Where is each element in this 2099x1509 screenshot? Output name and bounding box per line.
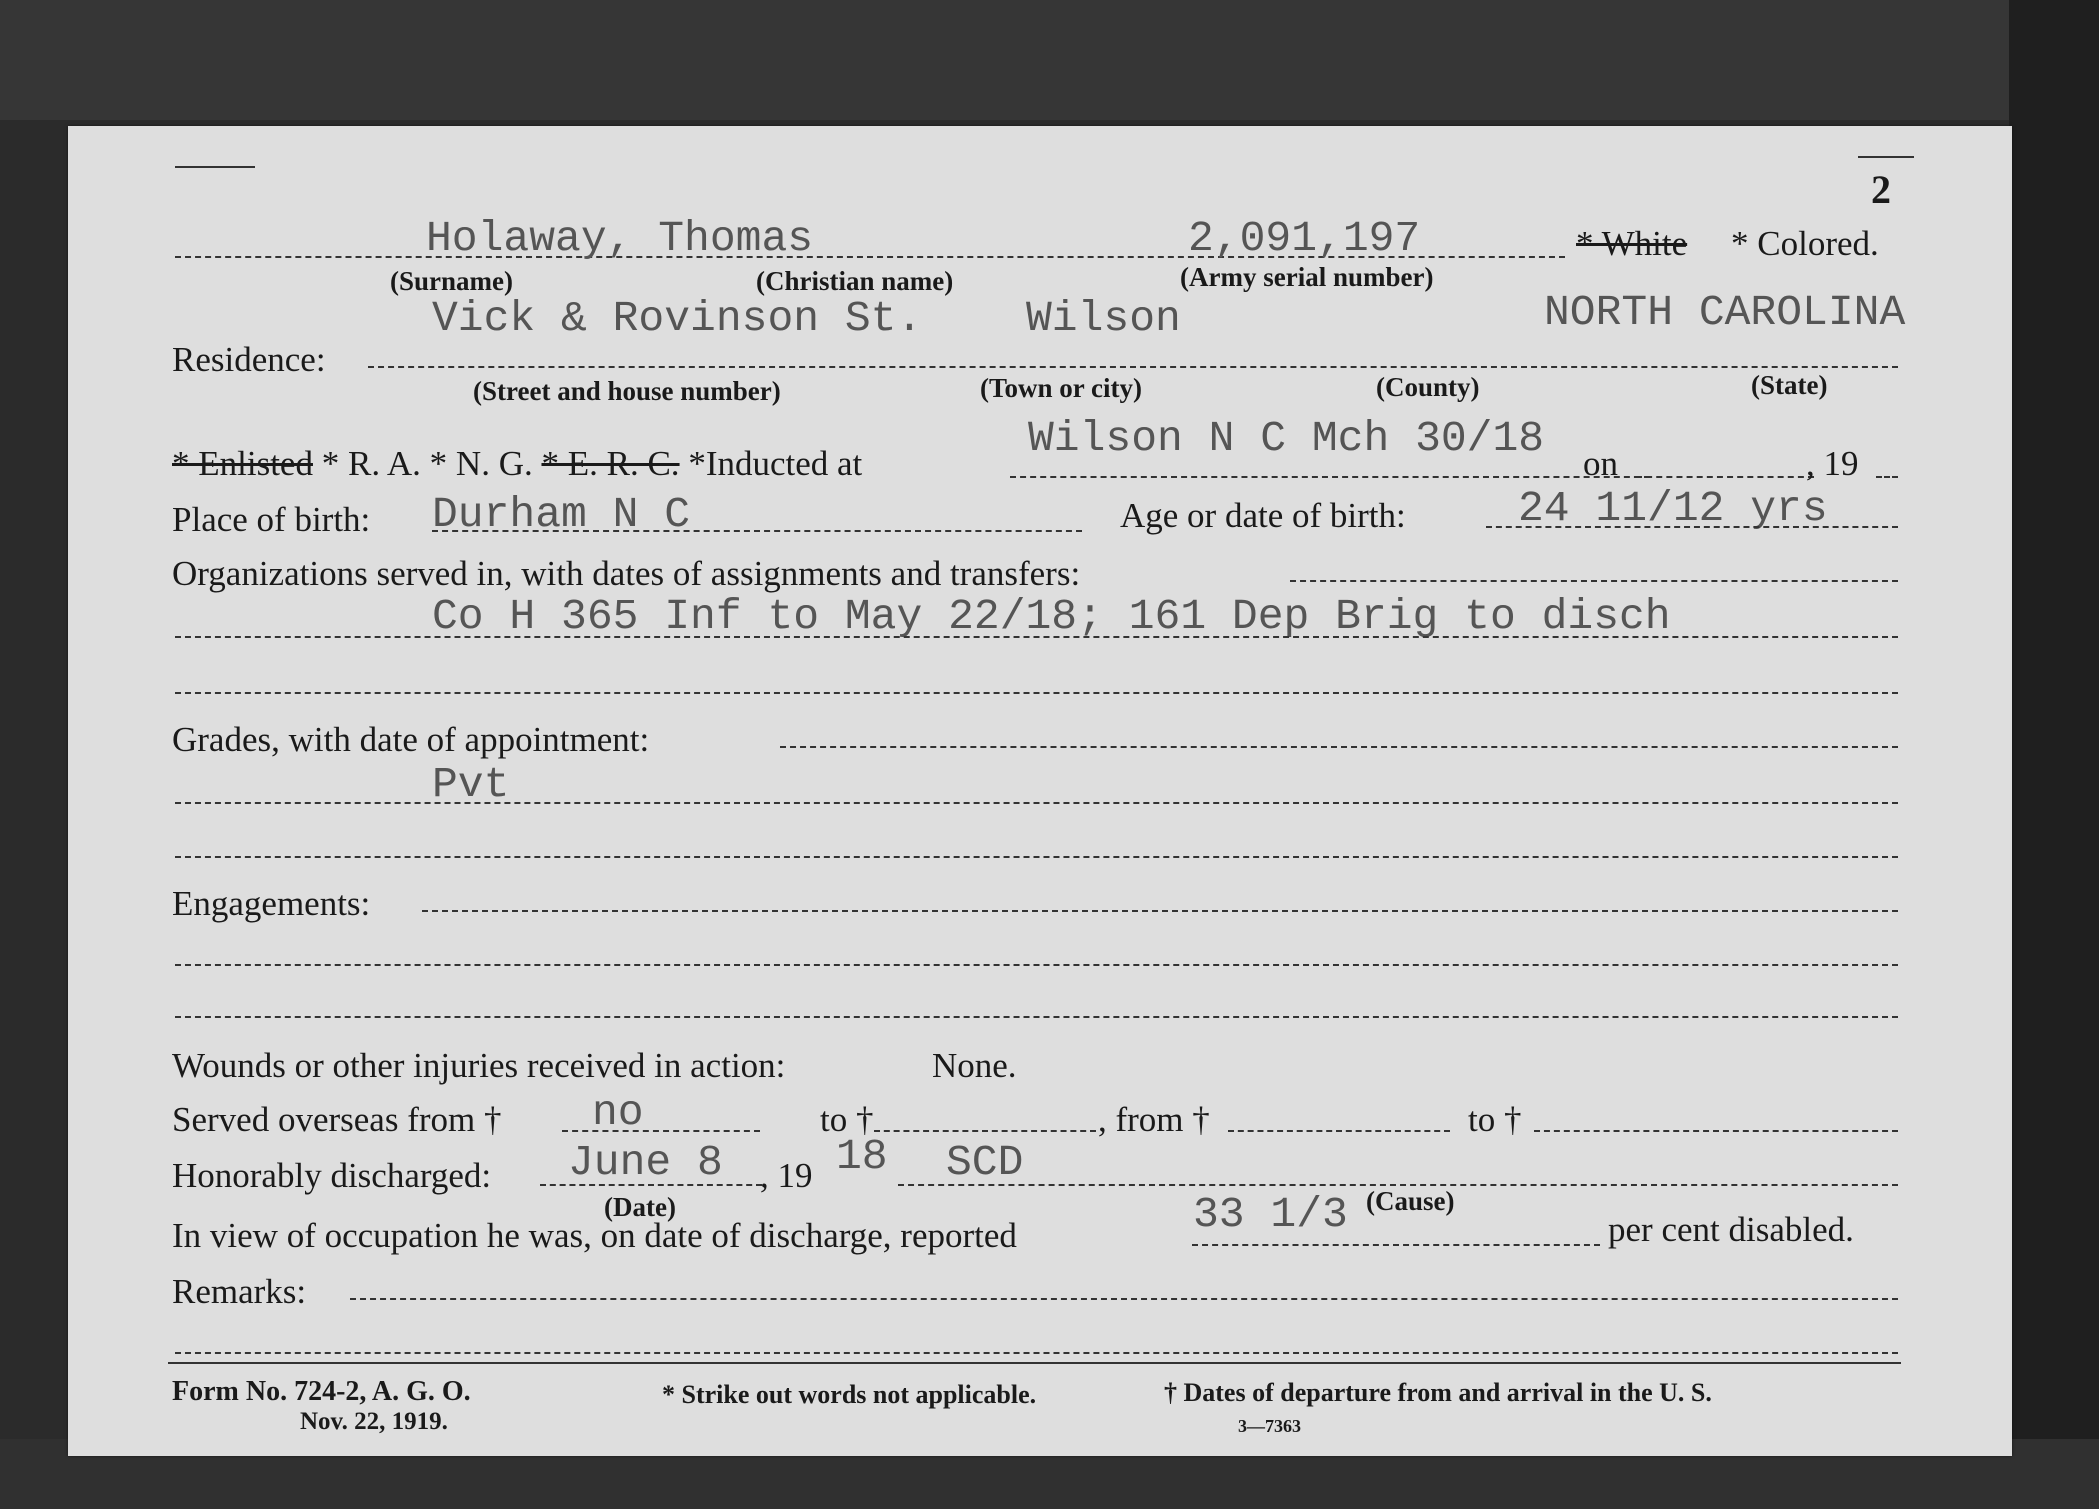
wounds-value: None. xyxy=(932,1046,1017,1085)
form-date: Nov. 22, 1919. xyxy=(300,1408,448,1435)
organizations-label: Organizations served in, with dates of assignments and transfers: xyxy=(172,554,1081,593)
organizations-line-3 xyxy=(175,692,1898,694)
dates-note: † Dates of departure from and arrival in the U. S. xyxy=(1164,1378,1712,1407)
engagements-line-2 xyxy=(175,964,1898,966)
place-of-birth-label: Place of birth: xyxy=(172,500,371,539)
remarks-line-1 xyxy=(350,1298,1898,1300)
engagements-label: Engagements: xyxy=(172,884,371,923)
grades-line-3 xyxy=(175,856,1898,858)
on-line xyxy=(1636,476,1814,478)
county-caption: (County) xyxy=(1376,372,1480,402)
overseas-value: no xyxy=(592,1088,644,1137)
discharge-year-value: 18 xyxy=(836,1132,888,1181)
disability-value: 33 1/3 xyxy=(1193,1190,1348,1239)
inducted-value: Wilson N C Mch 30/18 xyxy=(1028,414,1545,463)
residence-label: Residence: xyxy=(172,340,326,379)
town-caption: (Town or city) xyxy=(980,373,1142,403)
disability-label: In view of occupation he was, on date of discharge, reported xyxy=(172,1216,1017,1255)
card-number: 2 xyxy=(1871,167,1891,212)
remarks-line-2 xyxy=(175,1352,1898,1354)
street-caption: (Street and house number) xyxy=(473,376,781,406)
overseas-line-2 xyxy=(874,1130,1096,1132)
engagements-line-1 xyxy=(422,910,1898,912)
discharge-cause-caption: (Cause) xyxy=(1366,1186,1455,1216)
overseas-line-4 xyxy=(1534,1130,1898,1132)
year-label: , 19 xyxy=(1806,444,1859,483)
christian-name-caption: (Christian name) xyxy=(756,266,954,296)
overseas-to-label: to † xyxy=(820,1100,874,1139)
enlistment-line-text: * Enlisted * R. A. * N. G. * E. R. C. *Inducted at xyxy=(172,444,863,483)
white-label: * White xyxy=(1576,224,1688,263)
service-record-card xyxy=(68,126,2012,1456)
overseas-label: Served overseas from † xyxy=(172,1100,502,1139)
background-top xyxy=(0,0,2099,120)
surname-caption: (Surname) xyxy=(390,266,513,296)
grades-label: Grades, with date of appointment: xyxy=(172,720,650,759)
residence-street-value: Vick & Rovinson St. xyxy=(432,294,923,343)
discharge-year-prefix: , 19 xyxy=(760,1156,813,1195)
surname-name-value: Holaway, Thomas xyxy=(426,214,814,263)
year-line xyxy=(1876,476,1898,478)
organizations-line-1 xyxy=(1290,580,1898,582)
residence-line xyxy=(368,366,1898,368)
overseas-from-label: , from † xyxy=(1098,1100,1210,1139)
inducted-line xyxy=(1010,476,1650,478)
age-value: 24 11/12 yrs xyxy=(1518,484,1828,533)
engagements-line-3 xyxy=(175,1016,1898,1018)
discharge-date-caption: (Date) xyxy=(604,1192,676,1222)
colored-label: * Colored. xyxy=(1731,224,1879,263)
age-line xyxy=(1486,526,1898,528)
print-code: 3—7363 xyxy=(1238,1416,1301,1436)
place-of-birth-value: Durham N C xyxy=(432,490,691,539)
organizations-value: Co H 365 Inf to May 22/18; 161 Dep Brig to disch xyxy=(432,592,1671,641)
state-caption: (State) xyxy=(1751,370,1828,400)
top-right-rule xyxy=(1858,156,1914,158)
grades-line-1 xyxy=(780,746,1898,748)
discharge-date-value: June 8 xyxy=(568,1138,723,1187)
residence-town-value: Wilson xyxy=(1026,294,1181,343)
on-label: on xyxy=(1583,444,1618,483)
age-label: Age or date of birth: xyxy=(1120,496,1406,535)
form-number: Form No. 724-2, A. G. O. xyxy=(172,1376,471,1407)
serial-number-caption: (Army serial number) xyxy=(1180,262,1434,292)
top-left-rule xyxy=(175,166,255,168)
remarks-label: Remarks: xyxy=(172,1272,307,1311)
disability-line xyxy=(1192,1244,1600,1246)
place-of-birth-line xyxy=(432,530,1082,532)
wounds-label: Wounds or other injuries received in action: xyxy=(172,1046,786,1085)
disability-suffix: per cent disabled. xyxy=(1608,1210,1854,1249)
overseas-line-3 xyxy=(1228,1130,1450,1132)
organizations-line-2 xyxy=(175,636,1898,638)
footer-rule xyxy=(168,1362,1901,1364)
discharge-cause-value: SCD xyxy=(946,1138,1024,1187)
residence-state-value: NORTH CAROLINA xyxy=(1544,288,1906,337)
discharge-label: Honorably discharged: xyxy=(172,1156,492,1195)
overseas-line-1 xyxy=(562,1130,760,1132)
background-right xyxy=(2009,0,2099,1509)
strike-out-note: * Strike out words not applicable. xyxy=(662,1380,1037,1409)
grades-line-2 xyxy=(175,802,1898,804)
discharge-date-line xyxy=(540,1184,762,1186)
serial-number-value: 2,091,197 xyxy=(1188,214,1421,263)
overseas-to-label-2: to † xyxy=(1468,1100,1522,1139)
grades-value: Pvt xyxy=(432,760,510,809)
